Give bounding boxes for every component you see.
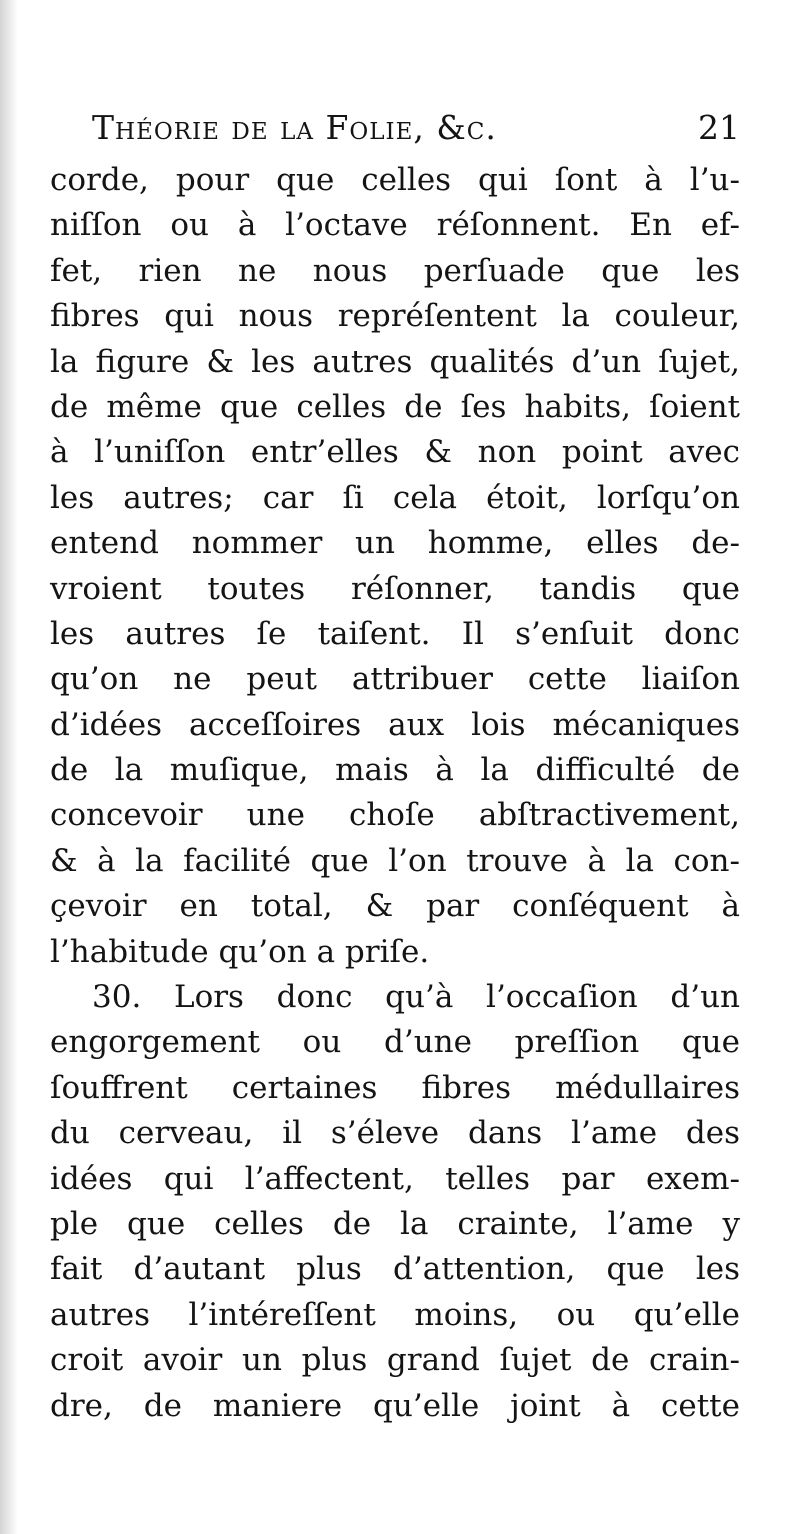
text-line: autres l’intéreſſent moins, ou qu’elle [50, 1296, 740, 1333]
text-line: vroient toutes réſonner, tandis que [50, 570, 740, 607]
text-line: de même que celles de ſes habits, ſoient [50, 388, 740, 425]
text-line: çevoir en total, & par conſéquent à [50, 888, 740, 925]
body-text [50, 158, 740, 1429]
text-line: la figure & les autres qualités d’un ſujet, [50, 343, 740, 380]
text-line: niſſon ou à l’octave réſonnent. En ef- [50, 207, 740, 244]
text-line: ſouffrent certaines fibres médullaires [50, 1069, 740, 1106]
text-line: fibres qui nous repréſentent la couleur, [50, 298, 740, 335]
text-line: 30. Lors donc qu’à l’occaſion d’un [92, 979, 740, 1016]
text-line: entend nommer un homme, elles de- [50, 525, 740, 562]
text-line: dre, de maniere qu’elle joint à cette [50, 1387, 740, 1424]
text-line: ple que celles de la crainte, l’ame y [50, 1205, 740, 1242]
text-line: croit avoir un plus grand ſujet de crain- [50, 1342, 740, 1379]
text-line: les autres ſe taiſent. Il s’enſuit donc [50, 615, 740, 652]
text-line: à l’uniſſon entr’elles & non point avec [50, 434, 740, 471]
book-page [50, 98, 740, 1429]
running-head [50, 98, 740, 158]
page-number: 21 [698, 108, 740, 147]
text-line: du cerveau, il s’éleve dans l’ame des [50, 1115, 740, 1152]
text-line: d’idées acceſſoires aux lois mécaniques [50, 706, 740, 743]
text-line: fait d’autant plus d’attention, que les [50, 1251, 740, 1288]
text-line: les autres; car ſi cela étoit, lorſqu’on [50, 479, 740, 516]
text-line: l’habitude qu’on a priſe. [50, 933, 430, 970]
text-line: fet, rien ne nous perſuade que les [50, 252, 740, 289]
text-line: engorgement ou d’une preſſion que [50, 1024, 740, 1061]
running-title: Théorie de la Folie, &c. [92, 108, 497, 147]
text-line: idées qui l’affectent, telles par exem- [50, 1160, 740, 1197]
text-line: qu’on ne peut attribuer cette liaiſon [50, 661, 740, 698]
text-line: de la muſique, mais à la difficulté de [50, 752, 740, 789]
scan-edge-shadow [0, 0, 18, 1534]
text-line: corde, pour que celles qui ſont à l’u- [50, 162, 740, 198]
text-line: concevoir une choſe abſtractivement, [50, 797, 740, 834]
text-line: & à la facilité que l’on trouve à la con- [50, 842, 740, 879]
